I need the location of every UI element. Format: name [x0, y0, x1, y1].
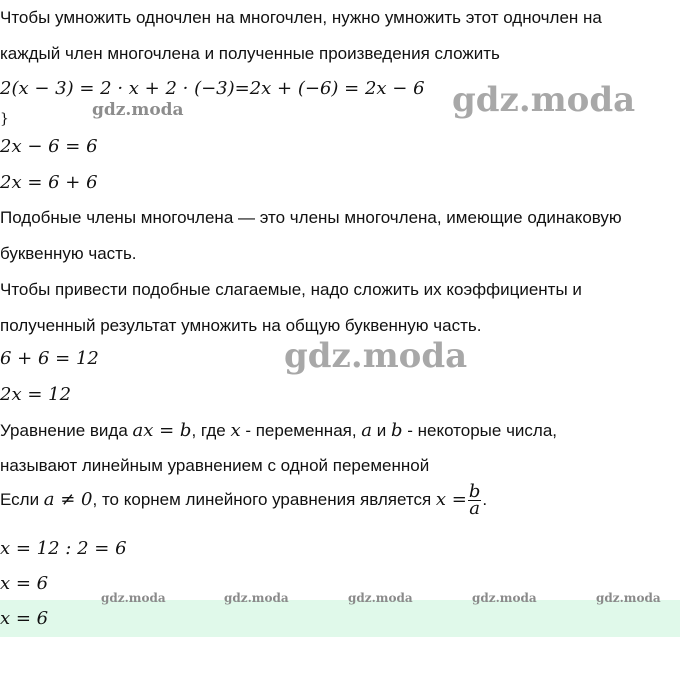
equation-4: 6 + 6 = 12 [0, 348, 99, 369]
watermark-logo-small-top: gdz.moda [92, 100, 184, 120]
p4-math-b: b [390, 420, 403, 441]
brace-artifact: } [0, 111, 9, 127]
p4-math-ax-b: ax = b [132, 420, 192, 441]
p4-math-x: x [230, 420, 241, 441]
answer-equation: x = 6 [0, 608, 49, 629]
paragraph-2-line-1: Подобные члены многочлена — это члены многочлена, имеющие одинаковую [0, 208, 622, 227]
watermark-footer-1: gdz.moda [101, 591, 166, 605]
equation-6: x = 12 : 2 = 6 [0, 538, 127, 559]
paragraph-3-line-1: Чтобы привести подобные слагаемые, надо сложить их коэффициенты и [0, 280, 582, 299]
watermark-footer-4: gdz.moda [472, 591, 537, 605]
watermark-logo-large-middle: gdz.moda [284, 336, 468, 376]
equation-expand: 2(x − 3) = 2 · x + 2 · (−3)=2x + (−6) = 2x − 6 [0, 78, 425, 99]
p4-text-4: и [372, 421, 391, 440]
p4-math-a: a [361, 420, 373, 441]
watermark-footer-3: gdz.moda [348, 591, 413, 605]
p5-math-a-neq-0: a ≠ 0 [43, 488, 93, 510]
equation-3: 2x = 6 + 6 [0, 172, 98, 193]
p5-text-3: . [482, 489, 488, 509]
answer-highlight [0, 600, 680, 637]
p4-text-3: - переменная, [240, 421, 362, 440]
p5-text-2: , то корнем линейного уравнения является [92, 489, 436, 509]
fraction-b-over-a [468, 481, 482, 519]
watermark-footer-5: gdz.moda [596, 591, 661, 605]
equation-5: 2x = 12 [0, 384, 72, 405]
equation-2: 2x − 6 = 6 [0, 136, 98, 157]
paragraph-4-line-1 [0, 420, 557, 442]
paragraph-1-line-2: каждый член многочлена и полученные произведения сложить [0, 44, 500, 63]
watermark-footer-2: gdz.moda [224, 591, 289, 605]
paragraph-1-line-1: Чтобы умножить одночлен на многочлен, нужно умножить этот одночлен на [0, 8, 602, 27]
paragraph-2-line-2: буквенную часть. [0, 244, 137, 263]
p4-text-1: Уравнение вида [0, 421, 133, 440]
p4-text-5: - некоторые числа, [402, 421, 558, 440]
watermark-logo-large: gdz.moda [452, 80, 636, 120]
fraction-numerator: b [468, 481, 481, 502]
p4-text-2: , где [191, 421, 231, 440]
p5-math-x-eq: x = [435, 488, 467, 510]
paragraph-5 [0, 481, 488, 519]
equation-7: x = 6 [0, 573, 49, 594]
p5-text-1: Если [0, 489, 44, 509]
fraction-denominator: a [469, 498, 481, 519]
paragraph-4-line-2: называют линейным уравнением с одной переменной [0, 456, 430, 475]
paragraph-3-line-2: полученный результат умножить на общую буквенную часть. [0, 316, 482, 335]
